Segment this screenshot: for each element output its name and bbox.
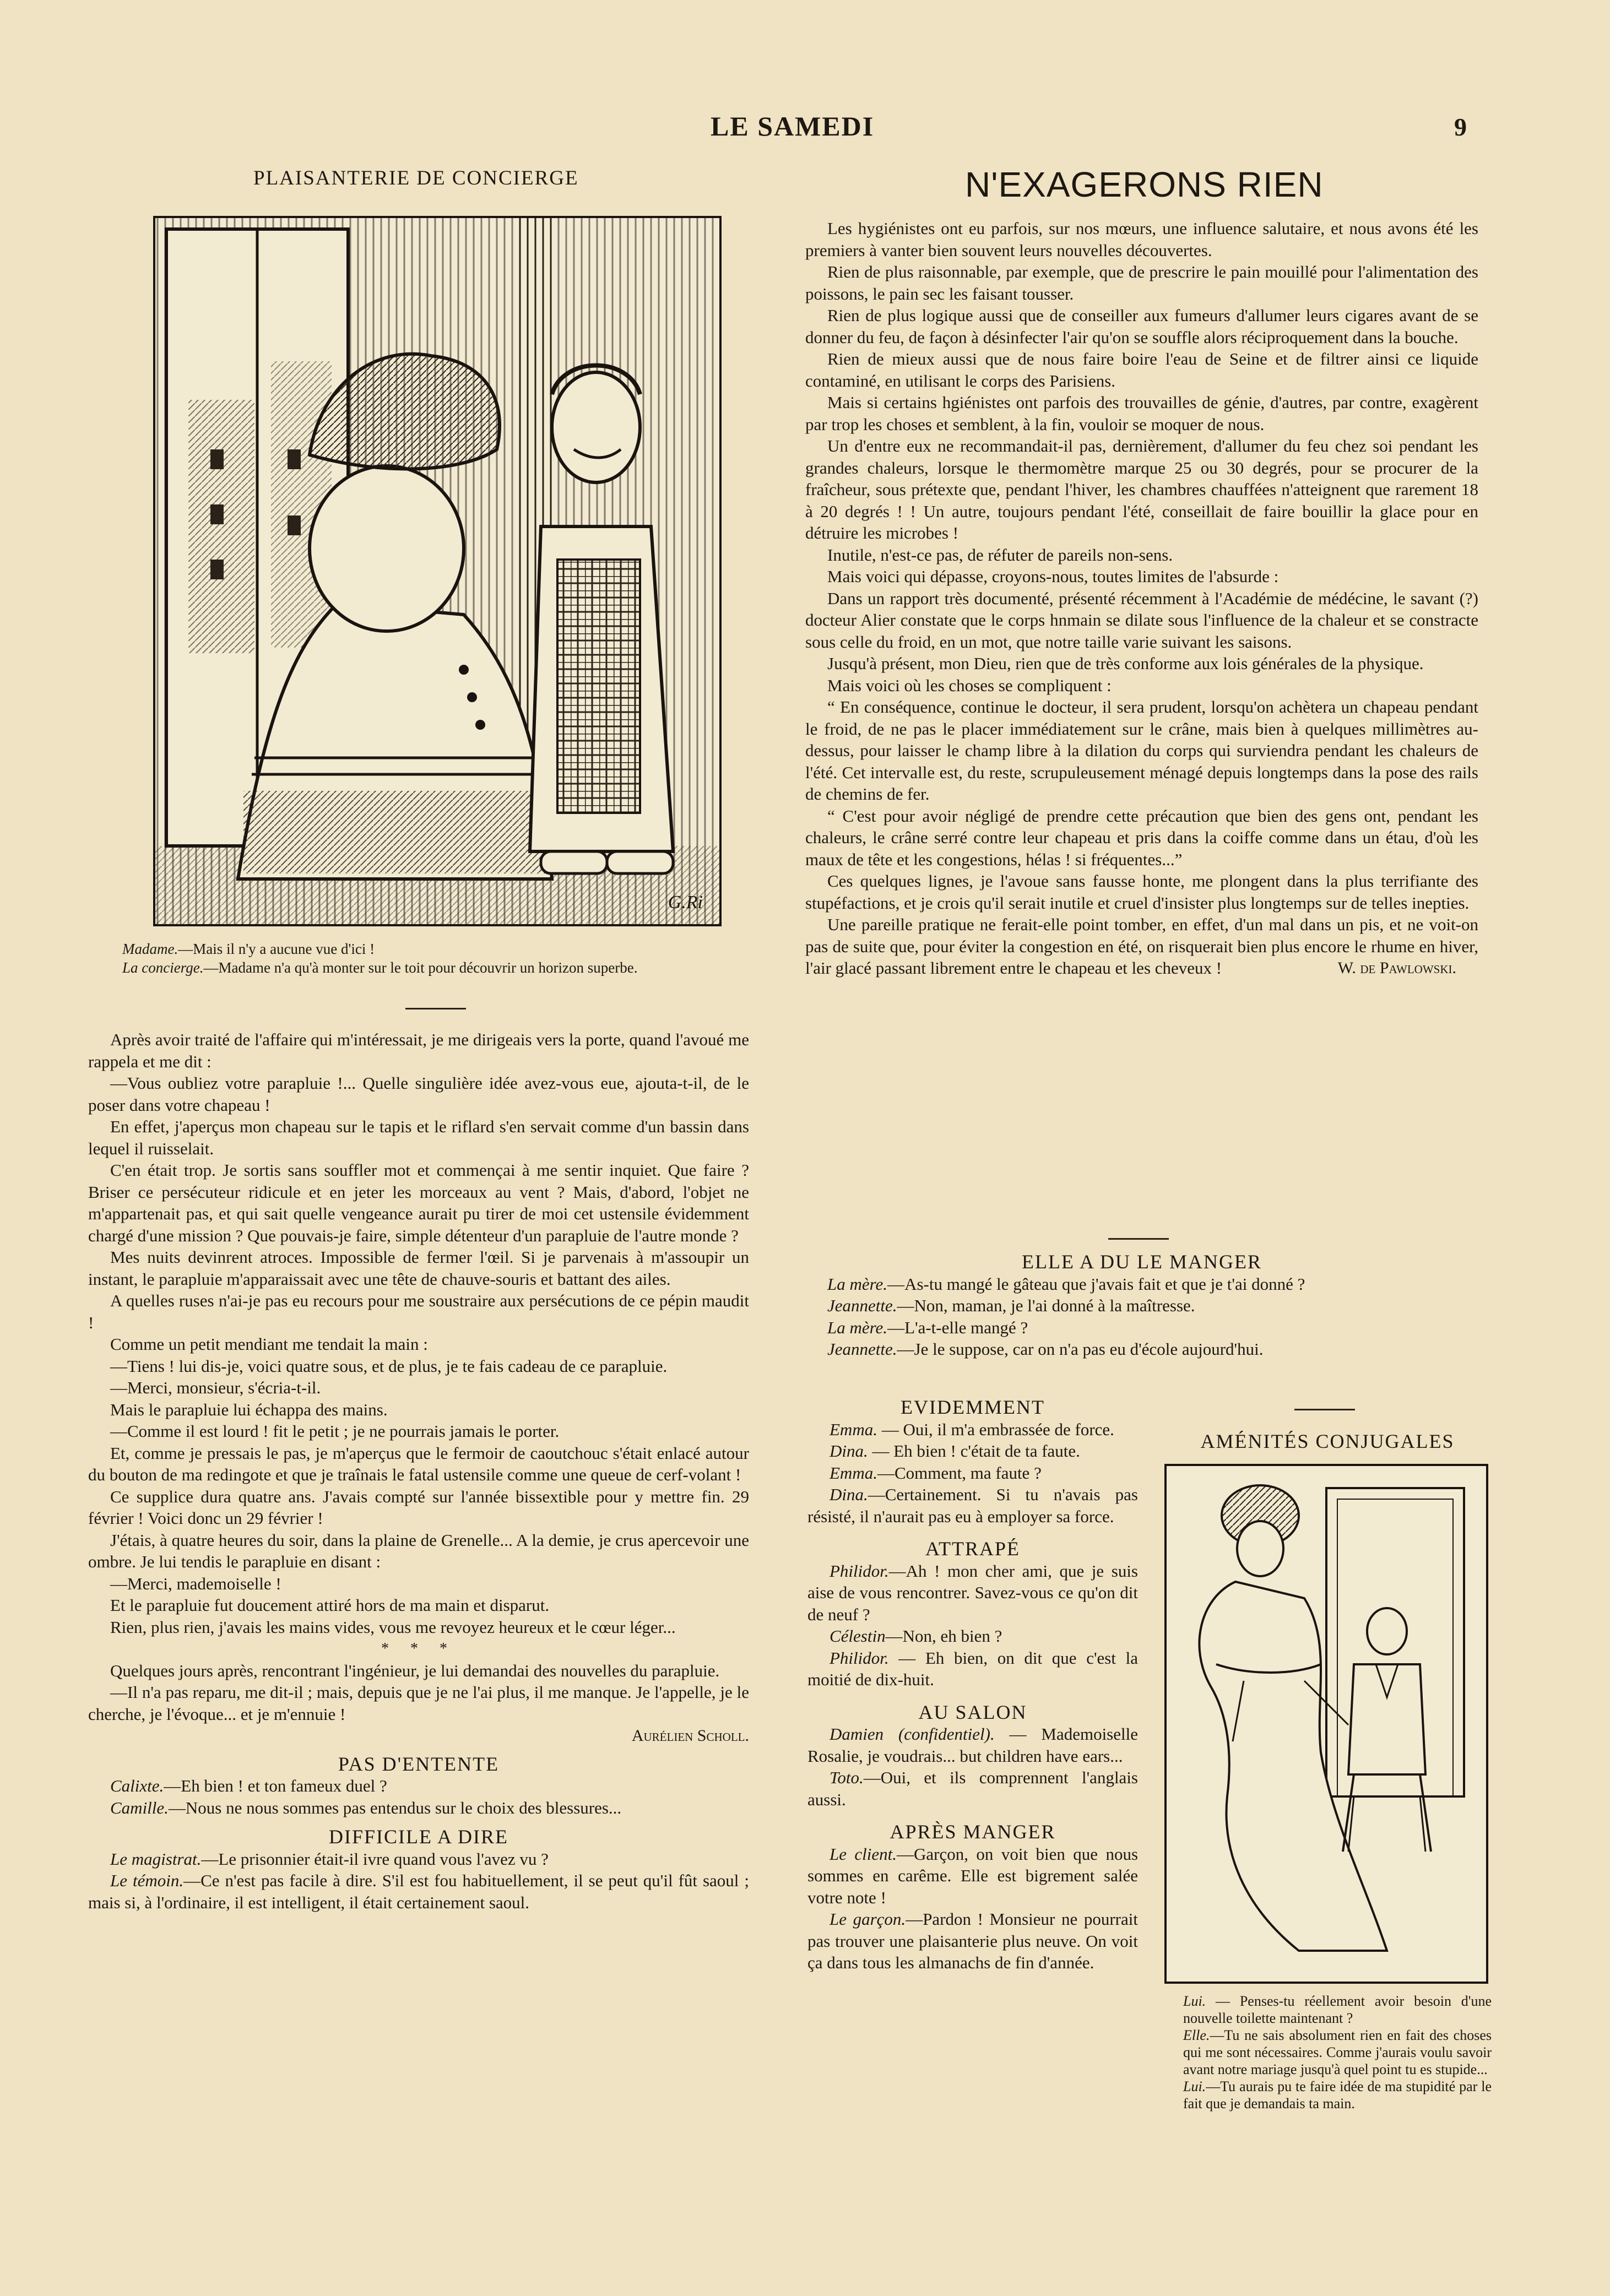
paragraph: —Il n'a pas reparu, me dit-il ; mais, depuis que je ne l'ai plus, il me manque. Je l'appelle, je le cherche, je l'évoque... et je m'ennuie !: [88, 1682, 749, 1724]
paragraph: Quelques jours après, rencontrant l'ingénieur, je lui demandai des nouvelles du parapluie.: [110, 1660, 720, 1680]
speaker: Philidor.: [830, 1648, 889, 1668]
paragraph: —Merci, monsieur, s'écria-t-il.: [110, 1378, 321, 1397]
speaker: Le garçon.: [830, 1909, 906, 1929]
paragraph: Rien, plus rien, j'avais les mains vides, vous me revoyez heureux et le cœur léger...: [110, 1617, 676, 1637]
paragraph: Les hygiénistes ont eu parfois, sur nos mœurs, une influence salutaire, et nous avons été les premiers à vanter bien souvent leurs nouvelles découvertes.: [805, 219, 1478, 260]
speaker: Elle.: [1183, 2027, 1210, 2043]
divider: [405, 1008, 466, 1009]
dialog-line: [1183, 1993, 1492, 2027]
difficile-title: DIFFICILE A DIRE: [328, 1826, 508, 1848]
attrape-title: ATTRAPÉ: [925, 1538, 1020, 1560]
elle-a-du-title: ELLE A DU LE MANGER: [1022, 1251, 1262, 1273]
dialog-line: [807, 1647, 1138, 1691]
au-salon-title: AU SALON: [918, 1701, 1027, 1723]
dialog-line: [805, 1317, 1478, 1339]
paragraph: J'étais, à quatre heures du soir, dans la plaine de Grenelle... A la demie, je crus apercevoir une ombre. Je lui tendis le parapluie en disant :: [88, 1530, 749, 1571]
speech: —Oui, et ils comprennent l'anglais aussi.: [807, 1768, 1138, 1809]
dialog-line: [807, 1625, 1138, 1647]
dialog-line: [807, 1462, 1138, 1484]
story-body: [88, 1029, 749, 1638]
journal-title: LE SAMEDI: [711, 111, 875, 142]
speech: —Non, eh bien ?: [885, 1626, 1002, 1646]
conjugal-drawing: [1167, 1466, 1486, 1982]
dialog-line: [807, 1908, 1138, 1974]
paragraph: —Tiens ! lui dis-je, voici quatre sous, et de plus, je te fais cadeau de ce parapluie.: [110, 1356, 668, 1376]
story-column: [88, 1029, 749, 1913]
paragraph: Rien de plus raisonnable, par exemple, que de prescrire le pain mouillé pour l'alimentation des poissons, le pain sec les faisant tousser.: [805, 262, 1478, 303]
conjugal-caption: [1183, 1993, 1492, 2112]
article-signature: W. de Pawlowski.: [1337, 958, 1456, 977]
speaker: Dina.: [830, 1441, 868, 1461]
apres-manger-body: [807, 1843, 1138, 1974]
dialog-line: [88, 1870, 749, 1913]
speech: —Je le suppose, car on n'a pas eu d'école aujourd'hui.: [897, 1339, 1264, 1359]
au-salon-body: [807, 1723, 1138, 1810]
speaker: Lui.: [1183, 1993, 1206, 2009]
story-signature: Aurélien Scholl.: [631, 1727, 749, 1745]
speaker: Toto.: [830, 1768, 864, 1787]
caption-line: La concierge.—Madame n'a qu'à monter sur le toit pour découvrir un horizon superbe.: [122, 959, 638, 976]
concierge-illustration: [153, 216, 722, 926]
speech: —Ah ! mon cher ami, que je suis aise de vous rencontrer. Savez-vous ce qu'on dit de neuf ?: [807, 1561, 1138, 1624]
paragraph: A quelles ruses n'ai-je pas eu recours pour me soustraire aux persécutions de ce pépin maudit !: [88, 1291, 749, 1332]
speech: — Mademoiselle Rosalie, je voudrais... but children have ears...: [807, 1724, 1138, 1766]
caption-line: Madame.—Mais il n'y a aucune vue d'ici !: [122, 941, 375, 957]
paragraph: Mais voici où les choses se compliquent :: [827, 675, 1112, 695]
dialog-line: [807, 1723, 1138, 1767]
speaker: Célestin: [830, 1626, 886, 1646]
dialog-line: [805, 1273, 1478, 1295]
speech: —Eh bien ! et ton fameux duel ?: [164, 1776, 387, 1795]
divider: [1108, 1238, 1169, 1240]
dialog-line: [88, 1848, 749, 1870]
speaker: Lui.: [1183, 2078, 1206, 2094]
speaker: Dina.: [830, 1485, 868, 1504]
speech: —Pardon ! Monsieur ne pourrait pas trouver une plaisanterie plus neuve. On voit ça dans tous les almanachs de fin d'année.: [807, 1909, 1138, 1972]
speaker: Emma.: [830, 1463, 877, 1483]
speaker: Damien (confidentiel).: [830, 1724, 995, 1744]
dialog-line: [88, 1775, 749, 1797]
paragraph: “ C'est pour avoir négligé de prendre cette précaution que bien des gens ont, pendant les chaleurs, le crâne serré contre leur chapeau et pris dans la coiffe comme dans un étau, d'où les maux de tête et les congestions, hélas ! si fréquentes...”: [805, 806, 1478, 869]
speaker: Camille.: [110, 1798, 169, 1817]
speech: — Eh bien, on dit que c'est la moitié de dix-huit.: [807, 1648, 1138, 1689]
conjugal-illustration: [1164, 1464, 1488, 1984]
speaker: Le client.: [830, 1844, 897, 1864]
difficile-body: [88, 1848, 749, 1914]
dialog-line: [807, 1419, 1138, 1441]
page-number: 9: [1454, 113, 1467, 141]
paragraph: Une pareille pratique ne ferait-elle point tomber, en effet, d'un mal dans un pis, et ne voit-on pas de suite que, pour éviter la congestion en été, on risquerait bien plus encore le rhume en hiver, l'air glacé passant librement entre le chapeau et les cheveux !: [805, 915, 1478, 978]
paragraph: C'en était trop. Je sortis sans souffler mot et commençai à me sentir inquiet. Que faire ? Briser ce persécuteur ridicule et en jeter les morceaux au vent ? Mais, d'abord, l'objet ne m'appartenait pas, et qui sait quelle vengeance aurait pu tirer de moi cet ustensile évidemment chargé d'une mission ? Que pouvais-je faire, simple détenteur d'un parapluie de l'autre monde ?: [88, 1160, 749, 1245]
speech: —As-tu mangé le gâteau que j'avais fait et que je t'ai donné ?: [887, 1274, 1305, 1294]
speech: — Penses-tu réellement avoir besoin d'une nouvelle toilette maintenant ?: [1183, 1993, 1492, 2026]
dialog-line: [807, 1767, 1138, 1810]
speaker: La mère.: [827, 1274, 888, 1294]
paragraph: —Comme il est lourd ! fit le petit ; je ne pourrais jamais le porter.: [110, 1421, 560, 1441]
paragraph: Jusqu'à présent, mon Dieu, rien que de très conforme aux lois générales de la physique.: [827, 654, 1424, 673]
speech: —L'a-t-elle mangé ?: [887, 1317, 1028, 1337]
paragraph: Et, comme je pressais le pas, je m'aperçus que le fermoir de caoutchouc s'était enlacé autour du bouton de ma redingote et que je traînais le fatal ustensile comme une queue de cerf-volant !: [88, 1443, 749, 1484]
speech: —Ce n'est pas facile à dire. S'il est fou habituellement, il se peut qu'il fût saoul ; mais si, à l'ordinaire, il est intelligent, il était certainement saoul.: [88, 1871, 750, 1912]
concierge-drawing: [155, 218, 719, 924]
artist-signature: G.Ri: [668, 892, 703, 913]
paragraph: Dans un rapport très documenté, présenté récemment à l'Académie de médécine, le savant (?) docteur Alier constate que le corps hnmain se dilate sous l'influence de la chaleur et se constracte sous celle du froid, en un mot, que notre taille varie suivant les saisons.: [805, 588, 1478, 652]
paragraph: Ces quelques lignes, je l'avoue sans fausse honte, me plongent dans la plus terrifiante des stupéfactions, et je crois qu'il serait inutile et cruel d'insister plus longtemps sur de telles inepties.: [805, 871, 1478, 913]
speaker: Jeannette.: [827, 1339, 897, 1359]
paragraph: “ En conséquence, continue le docteur, il sera prudent, lorsqu'on achètera un chapeau pendant le froid, de ne pas le placer immédiatement sur le crâne, mais bien à quelques millimètres au-dessus, pour laisser le champ libre à la dilation du corps qui surviendra pendant les chaleurs de l'été. Cet intervalle est, du reste, scrupuleusement ménagé depuis longtemps dans la pose des rails de chemins de fer.: [805, 697, 1478, 804]
dialog-line: [1183, 2027, 1492, 2078]
paragraph: Mais voici qui dépasse, croyons-nous, toutes limites de l'absurde :: [827, 567, 1279, 586]
article-title: N'EXAGERONS RIEN: [965, 165, 1324, 204]
jokes-column: [807, 1397, 1138, 1974]
article-body: [805, 218, 1478, 979]
speech: —Nous ne nous sommes pas entendus sur le choix des blessures...: [168, 1798, 622, 1817]
speech: —Comment, ma faute ?: [877, 1463, 1042, 1483]
dialog-line: [807, 1440, 1138, 1462]
elle-a-du-section: [805, 1251, 1478, 1360]
speech: — Oui, il m'a embrassée de force.: [877, 1419, 1114, 1439]
evidemment-body: [807, 1419, 1138, 1528]
speaker: Emma.: [830, 1419, 877, 1439]
paragraph: Et le parapluie fut doucement attiré hors de ma main et disparut.: [110, 1595, 550, 1615]
speech: —Tu ne sais absolument rien en fait des choses qui me sont nécessaires. Comme j'aurais voulu savoir avant notre mariage jusqu'à quel point tu es stupide...: [1183, 2027, 1492, 2077]
paragraph: Mais si certains hgiénistes ont parfois des trouvailles de génie, d'autres, par contre, exagèrent par trop les choses et semblent, à la fin, vouloir se moquer de nous.: [805, 393, 1478, 434]
paragraph: Mais le parapluie lui échappa des mains.: [110, 1399, 388, 1419]
story-body-2: [88, 1660, 749, 1725]
apres-manger-title: APRÈS MANGER: [890, 1821, 1056, 1843]
section-stars: * * *: [381, 1640, 456, 1657]
dialog-line: [1183, 2078, 1492, 2112]
paragraph: Rien de mieux aussi que de nous faire boire l'eau de Seine et de filtrer ainsi ce liquide contaminé, en utilisant le corps des Parisiens.: [805, 349, 1478, 390]
paragraph: Rien de plus logique aussi que de conseiller aux fumeurs d'allumer leurs cigares avant de se donner du feu, de façon à désinfecter l'air qu'on se souffle alors réciproquement dans la bouche.: [805, 306, 1478, 347]
cartoon-title: PLAISANTERIE DE CONCIERGE: [253, 167, 579, 189]
dialog-line: [807, 1843, 1138, 1909]
speech: —Non, maman, je l'ai donné à la maîtresse.: [897, 1296, 1195, 1315]
concierge-caption: [122, 940, 750, 977]
paragraph: Un d'entre eux ne recommandait-il pas, dernièrement, d'allumer du feu chez soi pendant les grandes chaleurs, lorsque le thermomètre marque 25 ou 30 degrés, pour se procurer de la fraîcheur, sous prétexte que, pendant l'hiver, les chambres chauffées n'atteignent que rarement 18 à 20 degrés ! ! Un autre, toujours pendant l'été, conseillait de faire bouillir la glace pour en détruire les microbes !: [805, 436, 1478, 542]
conjugal-caption-body: [1183, 1993, 1492, 2112]
dialog-line: [807, 1484, 1138, 1527]
speech: —Garçon, on voit bien que nous sommes en carême. Elle est bigrement salée votre note !: [807, 1844, 1139, 1907]
speaker: Le magistrat.: [110, 1849, 202, 1869]
speaker: Le témoin.: [110, 1871, 184, 1890]
paragraph: Mes nuits devinrent atroces. Impossible de fermer l'œil. Si je parvenais à m'assoupir un instant, le parapluie m'apparaissait avec une tête de chauve-souris et battant des ailes.: [88, 1247, 749, 1289]
article-column: [805, 218, 1478, 979]
speaker: Philidor.: [830, 1561, 889, 1581]
paragraph: En effet, j'aperçus mon chapeau sur le tapis et le riflard s'en servait comme d'un bassin dans lequel il ruisselait.: [88, 1117, 749, 1158]
attrape-body: [807, 1560, 1138, 1691]
speech: — Eh bien ! c'était de ta faute.: [868, 1441, 1080, 1461]
paragraph: —Vous oubliez votre parapluie !... Quelle singulière idée avez-vous eue, ajouta-t-il, de le poser dans votre chapeau !: [88, 1073, 749, 1115]
paragraph: Après avoir traité de l'affaire qui m'intéressait, je me dirigeais vers la porte, quand l'avoué me rappela et me dit :: [88, 1030, 749, 1071]
speaker: La mère.: [827, 1317, 888, 1337]
speech: —Tu aurais pu te faire idée de ma stupidité par le fait que je demandais ta main.: [1183, 2078, 1492, 2112]
paragraph: Comme un petit mendiant me tendait la main :: [110, 1334, 428, 1354]
paragraph: Ce supplice dura quatre ans. J'avais compté sur l'année bissextible pour y mettre fin. 29 février ! Voici donc un 29 février !: [88, 1486, 749, 1528]
dialog-line: [807, 1560, 1138, 1626]
speech: —Certainement. Si tu n'avais pas résisté, il n'aurait pas eu à employer sa force.: [807, 1485, 1138, 1526]
evidemment-title: EVIDEMMENT: [901, 1396, 1045, 1418]
pas-d-entente-title: PAS D'ENTENTE: [338, 1752, 500, 1775]
speaker: Calixte.: [110, 1776, 164, 1795]
dialog-line: [805, 1338, 1478, 1360]
dialog-line: [805, 1295, 1478, 1317]
elle-a-du-body: [805, 1273, 1478, 1360]
pas-d-entente-body: [88, 1775, 749, 1819]
paragraph: —Merci, mademoiselle !: [110, 1573, 281, 1593]
amenites-title: AMÉNITÉS CONJUGALES: [1200, 1430, 1455, 1452]
speaker: Jeannette.: [827, 1296, 897, 1315]
divider: [1294, 1409, 1355, 1410]
dialog-line: [88, 1797, 749, 1819]
paragraph: Inutile, n'est-ce pas, de réfuter de pareils non-sens.: [827, 545, 1173, 564]
speech: —Le prisonnier était-il ivre quand vous l'avez vu ?: [201, 1849, 549, 1869]
